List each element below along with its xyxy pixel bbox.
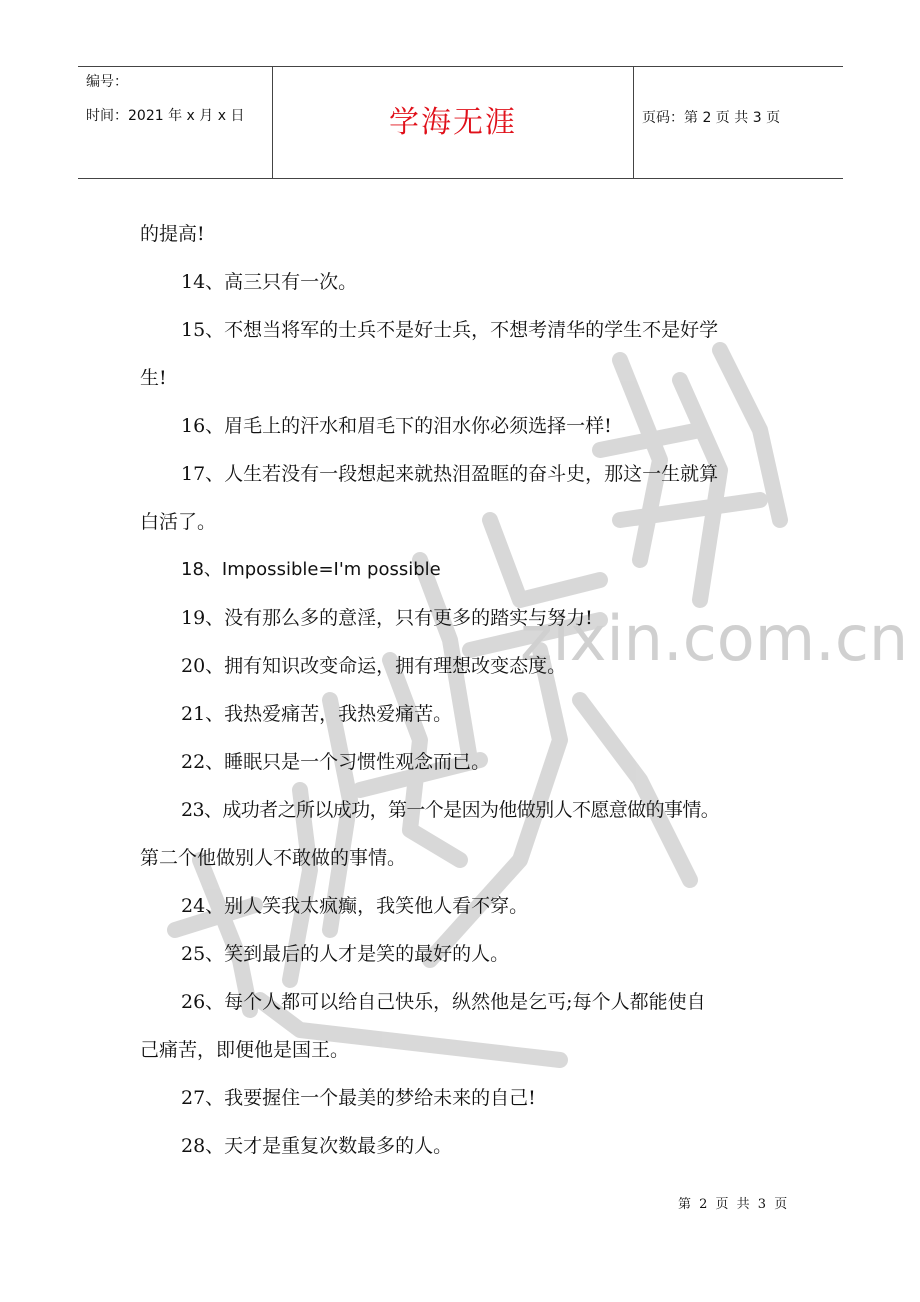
header-right-cell (634, 67, 843, 178)
date-label: 时间：2021 年 x 月 x 日 (86, 108, 245, 124)
header-brand-cell (273, 67, 634, 178)
paragraph: 20、拥有知识改变命运，拥有理想改变态度。 (181, 655, 567, 677)
page-footer: 第 2 页 共 3 页 (678, 1197, 788, 1212)
paragraph: 16、眉毛上的汗水和眉毛下的泪水你必须选择一样! (181, 415, 612, 437)
paragraph: 的提高! (140, 223, 205, 245)
page-number-label: 页码：第 2 页 共 3 页 (642, 110, 781, 126)
paragraph: 己痛苦，即便他是国王。 (140, 1039, 350, 1061)
paragraph: 18、Impossible=I'm possible (181, 559, 441, 580)
paragraph: 17、人生若没有一段想起来就热泪盈眶的奋斗史，那这一生就算 (181, 463, 719, 485)
paragraph: 19、没有那么多的意淫，只有更多的踏实与努力! (181, 607, 593, 629)
paragraph: 第二个他做别人不敢做的事情。 (140, 847, 407, 869)
document-body (140, 210, 780, 1170)
serial-number-label: 编号： (86, 74, 128, 90)
document-header (78, 66, 843, 179)
paragraph: 23、成功者之所以成功，第一个是因为他做别人不愿意做的事情。 (181, 799, 720, 821)
paragraph: 25、笑到最后的人才是笑的最好的人。 (181, 943, 510, 965)
paragraph: 26、每个人都可以给自己快乐，纵然他是乞丐;每个人都能使自 (181, 991, 706, 1013)
paragraph: 14、高三只有一次。 (181, 271, 358, 293)
brand-title: 学海无涯 (389, 105, 517, 140)
paragraph: 28、天才是重复次数最多的人。 (181, 1135, 453, 1157)
paragraph: 24、别人笑我太疯癫，我笑他人看不穿。 (181, 895, 529, 917)
paragraph: 27、我要握住一个最美的梦给未来的自己! (181, 1087, 536, 1109)
paragraph: 21、我热爱痛苦，我热爱痛苦。 (181, 703, 453, 725)
paragraph: 15、不想当将军的士兵不是好士兵，不想考清华的学生不是好学 (181, 319, 719, 341)
header-left-cell (78, 67, 273, 178)
paragraph: 生! (140, 367, 167, 389)
paragraph: 白活了。 (140, 511, 217, 533)
watermark-text: zixin.com.cn (520, 602, 909, 675)
paragraph: 22、睡眠只是一个习惯性观念而已。 (181, 751, 491, 773)
